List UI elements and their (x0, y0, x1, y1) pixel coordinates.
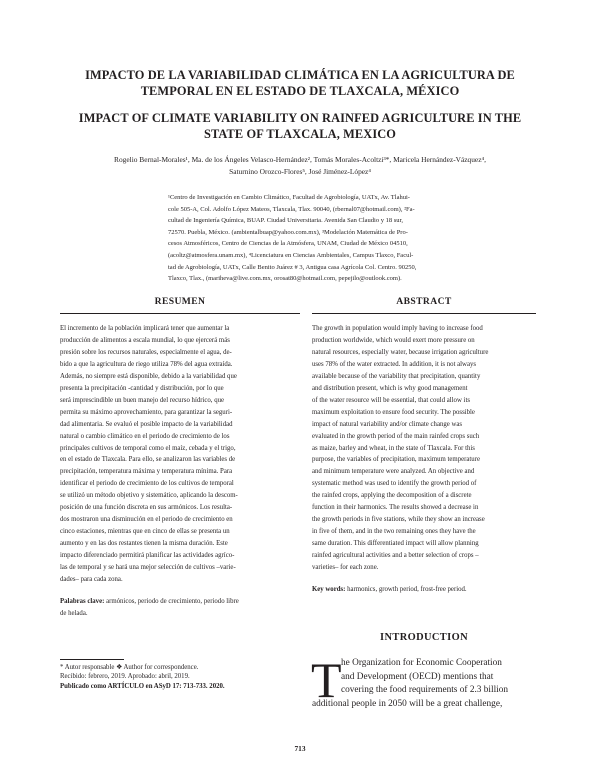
abstract-body (312, 323, 536, 574)
dropcap: T (311, 652, 342, 708)
abstract-line: The growth in population would imply having to increase food (312, 325, 483, 332)
abstract-line: function in their harmonics. The results showed a decrease in (312, 504, 479, 512)
resumen-line: presenta la precipitación -cantidad y distribución, por lo que (60, 384, 224, 392)
abstract-line: impact of natural variability and/or climate change was (312, 420, 463, 428)
title-spanish-line: TEMPORAL EN EL ESTADO DE TLAXCALA, MÉXICO (140, 84, 460, 98)
author-list (62, 154, 538, 178)
keywords-label: Key words: (312, 586, 346, 593)
title-english-line: STATE OF TLAXCALA, MEXICO (203, 127, 397, 141)
title-english (60, 110, 540, 142)
resumen-line: natural o cambio climático en el periodo de crecimiento de los (60, 432, 230, 440)
footnotes (60, 663, 300, 691)
resumen-line: identificar el periodo de crecimiento de los cultivos de temporal (60, 480, 234, 488)
affiliation-line: (acoltz@atmosfera.unam.mx), ⁴Licenciatura en Ciencias Ambientales, Campus Tlaxco, Facul- (168, 251, 414, 259)
abstract-line: as maize, barley and wheat, in the state of Tlaxcala. For this (312, 444, 475, 452)
abstract-line: evaluated in the growth period of the main rainfed crops such (312, 432, 480, 440)
abstract-line: of the water resource will be essential, that could allow its (312, 396, 470, 404)
resumen-line: posición de una función discreta en sus armónicos. Los resulta- (60, 504, 233, 512)
affiliation-line: 72570. Puebla, México. (ambientalbuap@yahoo.com.mx), ³Modelación Matemática de Pro- (168, 228, 408, 236)
published-note: Publicado como ARTÍCULO en ASyD 17: 713-733. 2020. (60, 682, 225, 690)
resumen-line: principales cultivos de temporal como el maíz, cebada y el trigo, (60, 444, 236, 452)
page-number: 713 (294, 744, 306, 753)
affiliation-line: Tlaxco, Tlax., (mariheva@live.com.mx, orosat80@hotmail.com, pepejilo@outlook.com). (168, 275, 402, 283)
abstract-line: and distribution present, which is why good management (312, 384, 468, 392)
keywords-line: de helada. (60, 609, 88, 617)
affiliations (168, 192, 440, 285)
abstract-line: rainfed agricultural activities and a better selection of crops – (312, 552, 479, 560)
abstract-rule (312, 313, 536, 314)
resumen-line: cinco estaciones, mientras que en cinco de ellas se presenta un (60, 528, 230, 536)
intro-line: covering the food requirements of 2.3 billion (341, 685, 509, 695)
keywords-line (312, 584, 536, 596)
abstract-line: the rainfed crops, applying the decomposition of a discrete (312, 492, 472, 500)
resumen-line: producción de alimentos a escala mundial, lo que ejercerá más (60, 336, 230, 344)
affiliation-line: cesos Atmosféricos, Centro de Ciencias de la Atmósfera, UNAM, Ciudad de México 04510, (168, 240, 408, 248)
resumen-line: Además, no siempre está disponible, debido a la variabilidad que (60, 372, 237, 380)
abstract-keywords (312, 584, 536, 596)
keywords-line (60, 596, 300, 608)
abstract-heading: ABSTRACT (396, 296, 452, 307)
resumen-line: en el estado de Tlaxcala. Para ello, se analizaron las variables de (60, 456, 236, 464)
abstract-line: maximum exploitation to ensure food security. The possible (312, 408, 475, 416)
abstract-line: varieties– for each zone. (312, 564, 379, 572)
author-line: Saturnino Orozco-Flores⁵, José Jiménez-López⁴ (229, 167, 371, 176)
affiliation-line: cole 505-A, Col. Adolfo López Mateos, Tlaxcala, Tlax. 90040, (rbernal07@hotmail.com), ²Fa- (168, 205, 415, 213)
resumen-line: precipitación, temperatura máxima y temperatura mínima. Para (60, 468, 233, 476)
intro-line: and Development (OECD) mentions that (341, 671, 494, 682)
keywords-text: armónicos, periodo de crecimiento, periodo libre (106, 598, 239, 605)
affiliation-line: ¹Centro de Investigación en Cambio Climático, Facultad de Agrobiología, UATx, Av. Tlahui- (168, 194, 410, 201)
resumen-line: presión sobre los recursos naturales, especialmente el agua, de- (60, 348, 232, 356)
abstract-line: purpose, the variables of precipitation, maximum temperature (312, 456, 480, 464)
title-english-line: IMPACT OF CLIMATE VARIABILITY ON RAINFED AGRICULTURE IN THE (78, 111, 522, 125)
affiliation-line: cultad de Ingeniería Química, BUAP. Ciudad Universitaria. Avenida San Claudio y 18 sur, (168, 217, 404, 225)
received-date: Recibido: febrero, 2019. Aprobado: abril, 2019. (60, 673, 190, 681)
abstract-line: and minimum temperature were analyzed. An objective and (312, 468, 475, 476)
affiliation-line: tad de Agrobiología, UATx, Calle Benito Juárez # 3, Antigua casa Agrícola Col. Centro. 90250, (168, 263, 417, 271)
abstract-line: production worldwide, which would exert more pressure on (312, 336, 475, 344)
resumen-line: El incremento de la población implicará tener que aumentar la (60, 325, 230, 332)
resumen-line: bido a que la agricultura de riego utiliza 78% del agua extraída. (60, 360, 233, 368)
footnote-rule (60, 659, 124, 660)
resumen-line: impacto diferenciado permitirá planificar las actividades agríco- (60, 552, 235, 560)
abstract-line: natural resources, especially water, because irrigation agriculture (312, 348, 489, 356)
resumen-rule (60, 313, 300, 314)
title-spanish (60, 67, 540, 99)
resumen-line: será imprescindible un buen manejo del recurso hídrico, que (60, 396, 225, 404)
resumen-heading: RESUMEN (154, 296, 206, 307)
resumen-keywords (60, 596, 300, 620)
intro-line: additional people in 2050 will be a great challenge, (312, 698, 503, 709)
abstract-line: in five of them, and in the two remaining ones they have the (312, 528, 476, 536)
author-note: * Autor responsable ❖ Author for correspondence. (60, 664, 199, 671)
resumen-line: aumento y en las dos restantes tienen la misma duración. Este (60, 540, 228, 548)
resumen-line: permita su máximo aprovechamiento, para garantizar la seguri- (60, 408, 233, 416)
abstract-line: uses 78% of the water extracted. In addition, it is not always (312, 360, 477, 368)
resumen-line: dos mostraron una disminución en el periodo de crecimiento en (60, 516, 233, 524)
resumen-line: se utilizó un método objetivo y sistemático, aplicando la descom- (60, 492, 238, 500)
abstract-line: systematic method was used to identify the growth period of (312, 480, 477, 488)
abstract-line: the growth periods in five stations, while they show an increase (312, 516, 485, 524)
abstract-line: same duration. This differentiated impact will allow planning (312, 540, 479, 548)
resumen-line: dades– para cada zona. (60, 576, 123, 584)
keywords-text: harmonics, growth period, frost-free period. (347, 586, 467, 593)
resumen-line: dad alimentaria. Se evaluó el posible impacto de la variabilidad (60, 420, 233, 428)
author-line: Rogelio Bernal-Morales¹, Ma. de los Ángeles Velasco-Hernández², Tomás Morales-Acoltzi³*, Maricela Hernández-Vázquez⁴, (114, 155, 486, 164)
intro-line: he Organization for Economic Cooperation (341, 658, 502, 668)
keywords-label: Palabras clave: (60, 598, 105, 605)
title-spanish-line: IMPACTO DE LA VARIABILIDAD CLIMÁTICA EN LA AGRICULTURA DE (85, 68, 515, 82)
resumen-line: las de temporal y se hará una mejor selección de cultivos –varie- (60, 564, 236, 572)
resumen-body (60, 323, 300, 586)
abstract-line: available because of the variability that precipitation, quantity (312, 372, 481, 380)
introduction-heading: INTRODUCTION (380, 632, 468, 643)
